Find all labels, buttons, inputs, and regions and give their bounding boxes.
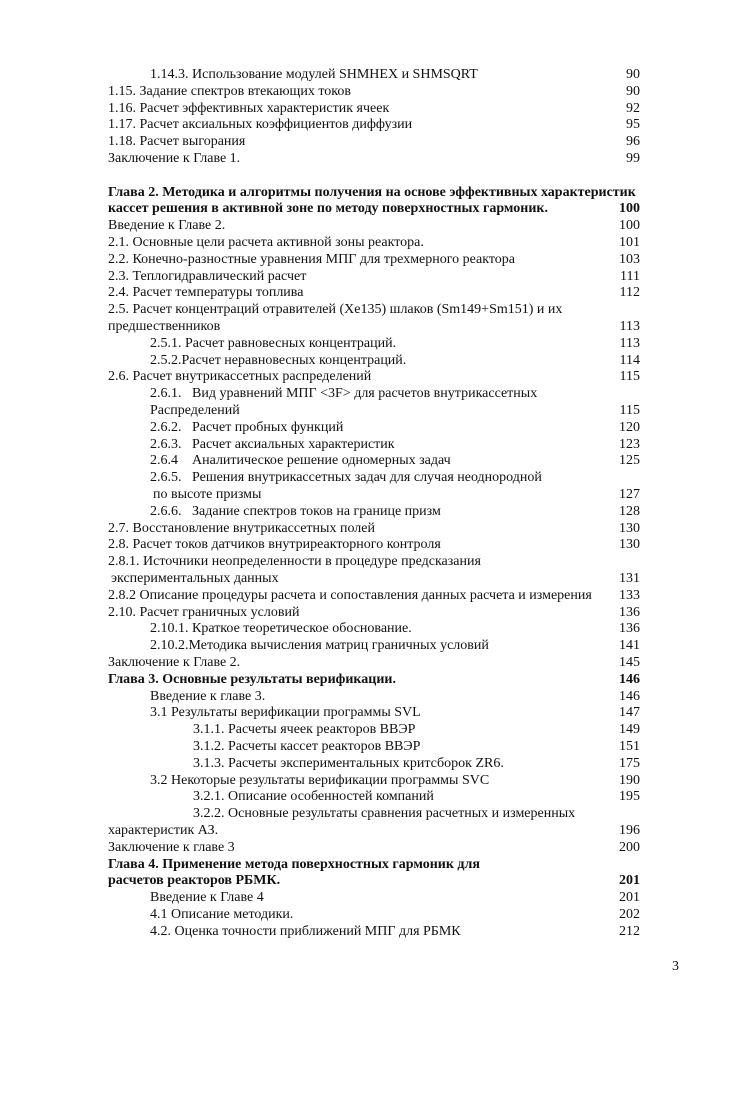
toc-entry [0, 872, 733, 889]
toc-entry-page: 100 [619, 201, 640, 217]
toc-entry-page: 123 [619, 436, 640, 452]
toc-entry-title: 3.1 Результаты верификации программы SVL [150, 705, 421, 721]
toc-entry-page: 120 [619, 419, 640, 435]
toc-entry-title: 1.15. Задание спектров втекающих токов [108, 83, 351, 99]
page-number: 3 [672, 959, 679, 974]
toc-entry-page: 195 [619, 789, 640, 805]
toc-entry [0, 234, 733, 251]
toc-entry [0, 184, 733, 201]
toc-entry-title: 2.6. Расчет внутрикассетных распределений [108, 369, 372, 385]
toc-entry [0, 133, 733, 150]
toc-entry [0, 200, 733, 217]
toc-entry-title: 2.3. Теплогидравлический расчет [108, 268, 307, 284]
toc-entry [0, 604, 733, 621]
toc-entry-title: 2.10. Расчет граничных условий [108, 604, 300, 620]
toc-entry-title: Распределений [150, 403, 240, 418]
toc-entry-title: 3.2 Некоторые результаты верификации программы SVC [150, 772, 490, 788]
toc-entry-page: 136 [619, 604, 640, 620]
toc-entry [0, 352, 733, 369]
toc-entry-page: 130 [619, 537, 640, 553]
toc-entry [0, 738, 733, 755]
toc-entry-title: Введение к Главе 4 [150, 890, 264, 906]
toc-entry-page: 145 [619, 655, 640, 670]
toc-entry-title: предшественников [108, 319, 221, 334]
toc-entry [0, 486, 733, 503]
toc-entry [0, 671, 733, 688]
toc-entry-title: 3.2.2. Основные результаты сравнения расчетных и измеренных [193, 806, 576, 822]
toc-entry-page: 113 [619, 319, 640, 334]
toc-entry [0, 755, 733, 772]
toc-entry [0, 318, 733, 335]
toc-entry [0, 654, 733, 671]
toc-entry [0, 284, 733, 301]
toc-entry-title: 2.7. Восстановление внутрикассетных полей [108, 520, 375, 536]
toc-entry [0, 150, 733, 167]
toc-entry [0, 839, 733, 856]
toc-entry [0, 100, 733, 117]
toc-entry-title: 2.6.6. Задание спектров токов на границе призм [150, 503, 441, 519]
toc-entry-title: экспериментальных данных [111, 571, 279, 586]
toc-entry-title: 1.14.3. Использование модулей SHMHEX и SHMSQRT [150, 67, 478, 82]
toc-entry-title: 2.6.5. Решения внутрикассетных задач для случая неоднородной [150, 470, 542, 486]
toc-entry [0, 116, 733, 133]
toc-entry-title: 1.17. Расчет аксиальных коэффициентов диффузии [108, 117, 413, 133]
toc-entry [0, 587, 733, 604]
toc-entry-title: 2.5.1. Расчет равновесных концентраций. [150, 335, 397, 351]
toc-entry-page: 115 [619, 403, 640, 418]
toc-entry-title: расчетов реакторов РБМК. [108, 873, 281, 889]
toc-entry-page: 125 [619, 453, 640, 469]
toc-entry [0, 217, 733, 234]
toc-entry-title: Заключение к Главе 2. [108, 655, 241, 670]
toc-entry-page: 115 [619, 369, 640, 385]
toc-entry [0, 469, 733, 486]
toc-entry [0, 721, 733, 738]
toc-entry-title: 2.8. Расчет токов датчиков внутриреакторного контроля [108, 537, 441, 553]
toc-entry [0, 772, 733, 789]
toc-entry-title: Глава 2. Методика и алгоритмы получения на основе эффективных характеристик [108, 184, 636, 200]
toc-entry-page: 147 [619, 705, 640, 721]
toc-entry-title: характеристик АЗ. [108, 823, 219, 838]
toc-entry-title: по высоте призмы [153, 487, 262, 502]
toc-entry-title: 2.6.2. Расчет пробных функций [150, 419, 344, 435]
toc-entry [0, 536, 733, 553]
toc-entry-title: 2.10.1. Краткое теоретическое обоснование. [150, 621, 412, 637]
toc-entry-page: 90 [626, 67, 640, 82]
toc-entry-page: 175 [619, 755, 640, 771]
toc-entry-page: 99 [626, 151, 640, 166]
toc-entry [0, 822, 733, 839]
toc-entry-page: 112 [619, 285, 640, 301]
toc-entry-title: 1.18. Расчет выгорания [108, 134, 246, 150]
toc-entry-page: 202 [619, 907, 640, 922]
toc-entry-title: Введение к Главе 2. [108, 218, 226, 234]
toc-entry-title: Заключение к Главе 1. [108, 151, 241, 166]
toc-entry-page: 146 [619, 688, 640, 704]
toc-entry-page: 100 [619, 218, 640, 234]
toc-entry [0, 637, 733, 654]
toc-entry [0, 553, 733, 570]
toc-entry [0, 268, 733, 285]
toc-entry-title: Глава 3. Основные результаты верификации. [108, 671, 396, 687]
toc-entry-page: 103 [619, 251, 640, 267]
toc-entry-page: 146 [619, 671, 640, 687]
toc-entry [0, 402, 733, 419]
toc-entry-title: 2.10.2.Методика вычисления матриц граничных условий [150, 638, 489, 654]
toc-entry-page: 113 [619, 335, 640, 351]
toc-entry-page: 101 [619, 235, 640, 250]
toc-entry-title: 2.8.2 Описание процедуры расчета и сопоставления данных расчета и измерения [108, 587, 592, 603]
toc-entry-page: 200 [619, 839, 640, 855]
toc-entry [0, 788, 733, 805]
toc-entry-page: 127 [619, 487, 640, 502]
toc-entry [0, 704, 733, 721]
toc-entry-title: 2.6.3. Расчет аксиальных характеристик [150, 436, 395, 452]
toc-entry-title: 2.1. Основные цели расчета активной зоны реактора. [108, 235, 424, 250]
toc-entry-page: 128 [619, 503, 640, 519]
toc-entry-title: 2.5. Расчет концентраций отравителей (Xe135) шлаков (Sm149+Sm151) и их [108, 302, 563, 318]
toc-entry-page: 95 [626, 117, 640, 133]
toc-entry-page: 133 [619, 587, 640, 603]
toc-entry [0, 688, 733, 705]
toc-entry [0, 436, 733, 453]
toc-entry-title: Глава 4. Применение метода поверхностных гармоник для [108, 856, 480, 872]
toc-entry [0, 805, 733, 822]
toc-entry-page: 201 [619, 873, 640, 889]
toc-entry [0, 503, 733, 520]
toc-entry-page: 130 [619, 520, 640, 536]
toc-entry [0, 301, 733, 318]
toc-entry-page: 212 [619, 923, 640, 939]
toc-entry [0, 923, 733, 940]
toc-entry [0, 570, 733, 587]
toc-entry-page: 141 [619, 638, 640, 654]
toc-entry-page: 196 [619, 823, 640, 838]
toc-entry-page: 201 [619, 890, 640, 906]
toc-entry-title: 2.2. Конечно-разностные уравнения МПГ для трехмерного реактора [108, 251, 516, 267]
toc-entry-title: 2.6.1. Вид уравнений МПГ <3F> для расчетов внутрикассетных [150, 386, 538, 402]
toc-entry-page: 90 [626, 83, 640, 99]
toc-entry [0, 906, 733, 923]
toc-entry-title: 1.16. Расчет эффективных характеристик ячеек [108, 100, 390, 116]
toc-entry-page: 131 [619, 571, 640, 586]
toc-entry-title: 4.1 Описание методики. [150, 907, 294, 922]
toc-entry [0, 419, 733, 436]
toc-entry-page: 114 [619, 352, 640, 368]
toc-entry-page: 190 [619, 772, 640, 788]
toc-entry-title: 4.2. Оценка точности приближений МПГ для РБМК [150, 923, 461, 939]
toc-entry-title: 2.5.2.Расчет неравновесных концентраций. [150, 352, 407, 368]
toc-entry [0, 385, 733, 402]
toc-entry [0, 856, 733, 873]
toc-entry-title: 3.1.3. Расчеты экспериментальных критсборок ZR6. [193, 755, 504, 771]
toc-entry-title: 3.2.1. Описание особенностей компаний [193, 789, 434, 805]
toc-entry [0, 167, 733, 184]
toc-entry-title: 2.8.1. Источники неопределенности в процедуре предсказания [108, 554, 481, 570]
toc-entry [0, 889, 733, 906]
toc-entry-page: 111 [620, 268, 640, 284]
toc-entry-page: 149 [619, 722, 640, 738]
toc-entry [0, 251, 733, 268]
toc-entry-title: Заключение к главе 3 [108, 839, 235, 855]
toc-entry [0, 83, 733, 100]
toc-entry-page: 92 [626, 100, 640, 116]
toc-entry-title: 3.1.2. Расчеты кассет реакторов ВВЭР [193, 739, 421, 754]
toc-entry-title: 2.4. Расчет температуры топлива [108, 285, 304, 301]
toc-entry [0, 368, 733, 385]
toc-entry-title: 2.6.4 Аналитическое решение одномерных задач [150, 453, 451, 469]
toc-entry [0, 452, 733, 469]
toc-entry [0, 335, 733, 352]
toc-entry [0, 620, 733, 637]
toc-entry-page: 151 [619, 739, 640, 754]
toc-entry [0, 520, 733, 537]
toc-entry-page: 136 [619, 621, 640, 637]
toc-entry [0, 66, 733, 83]
toc-entry-title: кассет решения в активной зоне по методу поверхностных гармоник. [108, 201, 548, 217]
toc-entry-title: 3.1.1. Расчеты ячеек реакторов ВВЭР [193, 722, 416, 738]
toc-entry-page: 96 [626, 134, 640, 150]
toc-entry-title: Введение к главе 3. [150, 688, 266, 704]
